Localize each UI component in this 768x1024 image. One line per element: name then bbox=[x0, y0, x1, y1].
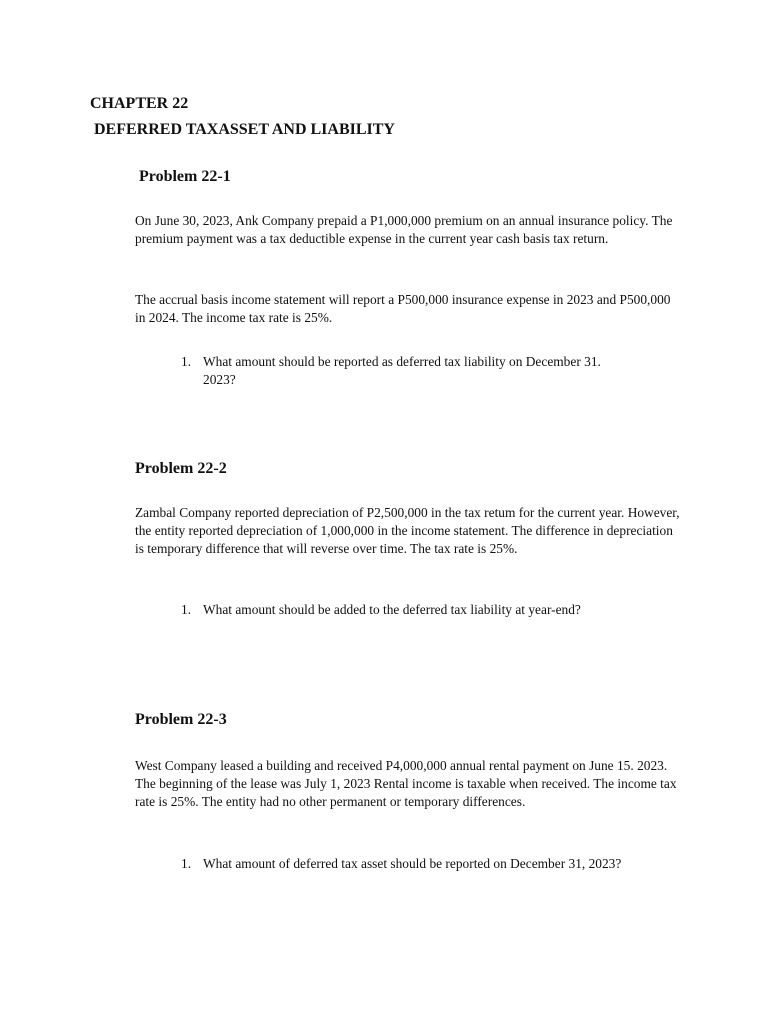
problem-paragraph: Zambal Company reported depreciation of P2,500,000 in the tax retum for the current year. However, the entity reported depreciation of 1,000,000 in the income statement. The difference in depreciation is temporary difference that will reverse over time. The tax rate is 25%. bbox=[135, 505, 680, 556]
question-item bbox=[181, 353, 661, 393]
question-text: What amount of deferred tax asset should be reported on December 31, 2023? bbox=[203, 856, 622, 871]
question-item bbox=[181, 855, 691, 875]
problem-paragraph: On June 30, 2023, Ank Company prepaid a P1,000,000 premium on an annual insurance policy. The premium payment was a tax deductible expense in the current year cash basis tax return. bbox=[135, 213, 673, 246]
problem-paragraph: West Company leased a building and received P4,000,000 annual rental payment on June 15. 2023. The beginning of the lease was July 1, 2023 Rental income is taxable when received. The income tax rate is 25%. The entity had no other permanent or temporary differences. bbox=[135, 758, 677, 809]
chapter-title: DEFERRED TAXASSET AND LIABILITY bbox=[94, 121, 395, 138]
question-text: What amount should be added to the deferred tax liability at year-end? bbox=[203, 602, 581, 617]
problem-heading: Problem 22-1 bbox=[139, 168, 231, 185]
question-number: 1. bbox=[181, 856, 192, 871]
question-item bbox=[181, 601, 661, 621]
question-text-continued: 2023? bbox=[203, 372, 236, 387]
question-number: 1. bbox=[181, 602, 192, 617]
chapter-number: CHAPTER 22 bbox=[90, 95, 189, 112]
problem-paragraph: The accrual basis income statement will report a P500,000 insurance expense in 2023 and P500,000 in 2024. The income tax rate is 25%. bbox=[135, 292, 671, 325]
problem-heading: Problem 22-3 bbox=[135, 711, 227, 728]
question-number: 1. bbox=[181, 354, 192, 369]
question-text: What amount should be reported as deferred tax liability on December 31. bbox=[203, 354, 601, 369]
problem-heading: Problem 22-2 bbox=[135, 460, 227, 477]
